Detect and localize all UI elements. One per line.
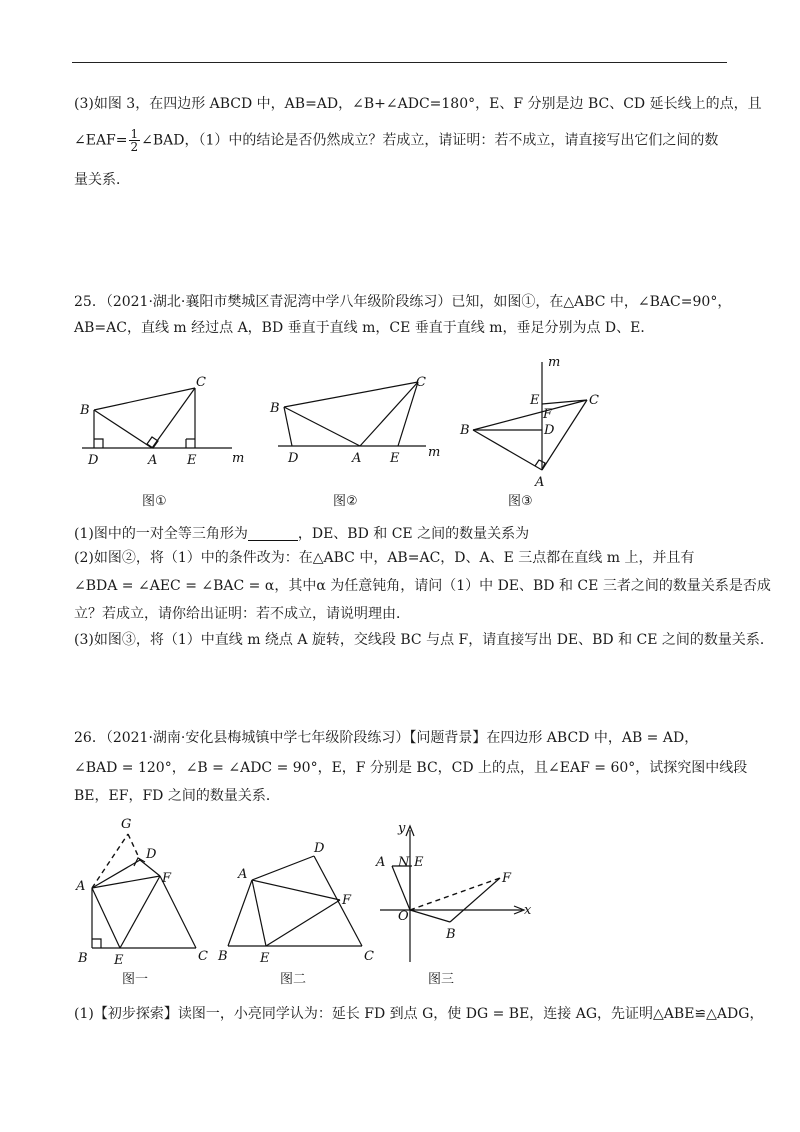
q25-part1-pre: (1)图中的一对全等三角形为 [74, 526, 248, 542]
q26-intro-line1: 26．（2021·湖南·安化县梅城镇中学七年级阶段练习）【问题背景】在四边形 ABCD 中，AB = AD， [74, 730, 699, 746]
fig-two-label-F: F [342, 893, 352, 908]
fig-one-label-B: B [78, 951, 88, 966]
q24-part3-line3: 量关系． [74, 172, 130, 188]
fig-two-label-E: E [260, 951, 270, 966]
fig2-label-D: D [288, 451, 299, 466]
q25-fig3-caption: 图③ [508, 494, 533, 509]
fig1-label-D: D [88, 453, 99, 468]
q25-part2-line2: ∠BDA = ∠AEC = ∠BAC = α，其中α 为任意钝角，请问（1）中 DE、BD 和 CE 三者之间的数量关系是否成 [74, 578, 771, 594]
fig-three-label-E: E [414, 855, 424, 870]
fig-two-label-D: D [314, 841, 325, 856]
q24-part3-line2 [74, 128, 718, 153]
fig3-label-m: m [548, 355, 561, 370]
q24-part3-line1: (3)如图 3，在四边形 ABCD 中，AB=AD，∠B+∠ADC=180°，E、F 分别是边 BC、CD 延长线上的点，且 [74, 96, 762, 112]
one-half-fraction: $\frac{1}{2}$ [130, 127, 139, 154]
fig3-label-E: E [530, 393, 540, 408]
q25-part1 [74, 524, 529, 544]
fig-three-label-x: x [524, 903, 532, 918]
q26-fig2-caption: 图二 [280, 972, 307, 987]
q25-intro-line2: AB=AC，直线 m 经过点 A，BD 垂直于直线 m，CE 垂直于直线 m，垂足分别为点 D、E． [74, 320, 655, 336]
fig3-label-C: C [589, 393, 599, 408]
q25-fig1-caption: 图① [142, 494, 167, 509]
fig3-label-F: F [543, 407, 553, 422]
fig-one-label-F: F [162, 871, 172, 886]
q24-eaf-label: ∠EAF= [74, 132, 128, 149]
fig-one-label-C: C [198, 949, 208, 964]
fig-one-label-D: D [146, 847, 157, 862]
q25-part2-line3: 立？若成立，请你给出证明：若不成立，请说明理由． [74, 606, 410, 622]
fig-one-label-G: G [121, 817, 132, 832]
fig3-label-A: A [535, 475, 545, 490]
fig-one-label-E: E [114, 953, 124, 968]
fig-two-label-C: C [364, 949, 374, 964]
fig1-label-A: A [148, 453, 158, 468]
fig-two-label-A: A [238, 867, 248, 882]
answer-blank[interactable] [248, 526, 298, 541]
fig-three-label-O: O [398, 909, 409, 924]
q26-fig1-caption: 图一 [122, 972, 149, 987]
fig-one-label-A: A [76, 879, 86, 894]
fig1-label-m: m [232, 451, 245, 466]
fig2-label-E: E [390, 451, 400, 466]
header-rule [72, 62, 727, 63]
fig-three-label-N: N [398, 855, 410, 870]
fig1-label-B: B [80, 403, 90, 418]
fig3-label-D: D [544, 423, 555, 438]
q25-intro-line1: 25．（2021·湖北·襄阳市樊城区青泥湾中学八年级阶段练习）已知，如图①，在△ABC 中，∠BAC=90°， [74, 294, 732, 310]
q24-part3-line2-text: ∠BAD，（1）中的结论是否仍然成立？若成立，请证明：若不成立，请直接写出它们之间的数 [141, 132, 719, 149]
q26-intro-line2: ∠BAD = 120°，∠B = ∠ADC = 90°，E，F 分别是 BC，CD 上的点，且∠EAF = 60°，试探究图中线段 [74, 760, 748, 776]
fig-three-label-A: A [376, 855, 386, 870]
q26-intro-line3: BE，EF，FD 之间的数量关系． [74, 788, 280, 804]
fig2-label-B: B [270, 401, 280, 416]
fig3-label-B: B [460, 423, 470, 438]
fig-three-label-y: y [398, 821, 406, 836]
fig-three-label-B: B [446, 927, 456, 942]
q26-part1-line1: (1)【初步探索】读图一，小亮同学认为：延长 FD 到点 G，使 DG = BE，连接 AG，先证明△ABE≌△ADG， [74, 1006, 764, 1022]
q25-fig2-caption: 图② [333, 494, 358, 509]
fig-two-label-B: B [218, 949, 228, 964]
fig2-label-A: A [352, 451, 362, 466]
fig2-label-m: m [428, 445, 441, 460]
q26-fig3-caption: 图三 [428, 972, 455, 987]
q25-part3-line1: (3)如图③，将（1）中直线 m 绕点 A 旋转，交线段 BC 与点 F，请直接写出 DE、BD 和 CE 之间的数量关系． [74, 632, 774, 648]
fig2-label-C: C [416, 375, 426, 390]
fig1-label-E: E [187, 453, 197, 468]
q25-part1-post: ，DE、BD 和 CE 之间的数量关系为 [297, 526, 530, 542]
q25-part2-line1: (2)如图②，将（1）中的条件改为：在△ABC 中，AB=AC，D、A、E 三点都在直线 m 上，并且有 [74, 550, 695, 566]
fig-three-label-F: F [502, 871, 512, 886]
fig1-label-C: C [196, 375, 206, 390]
